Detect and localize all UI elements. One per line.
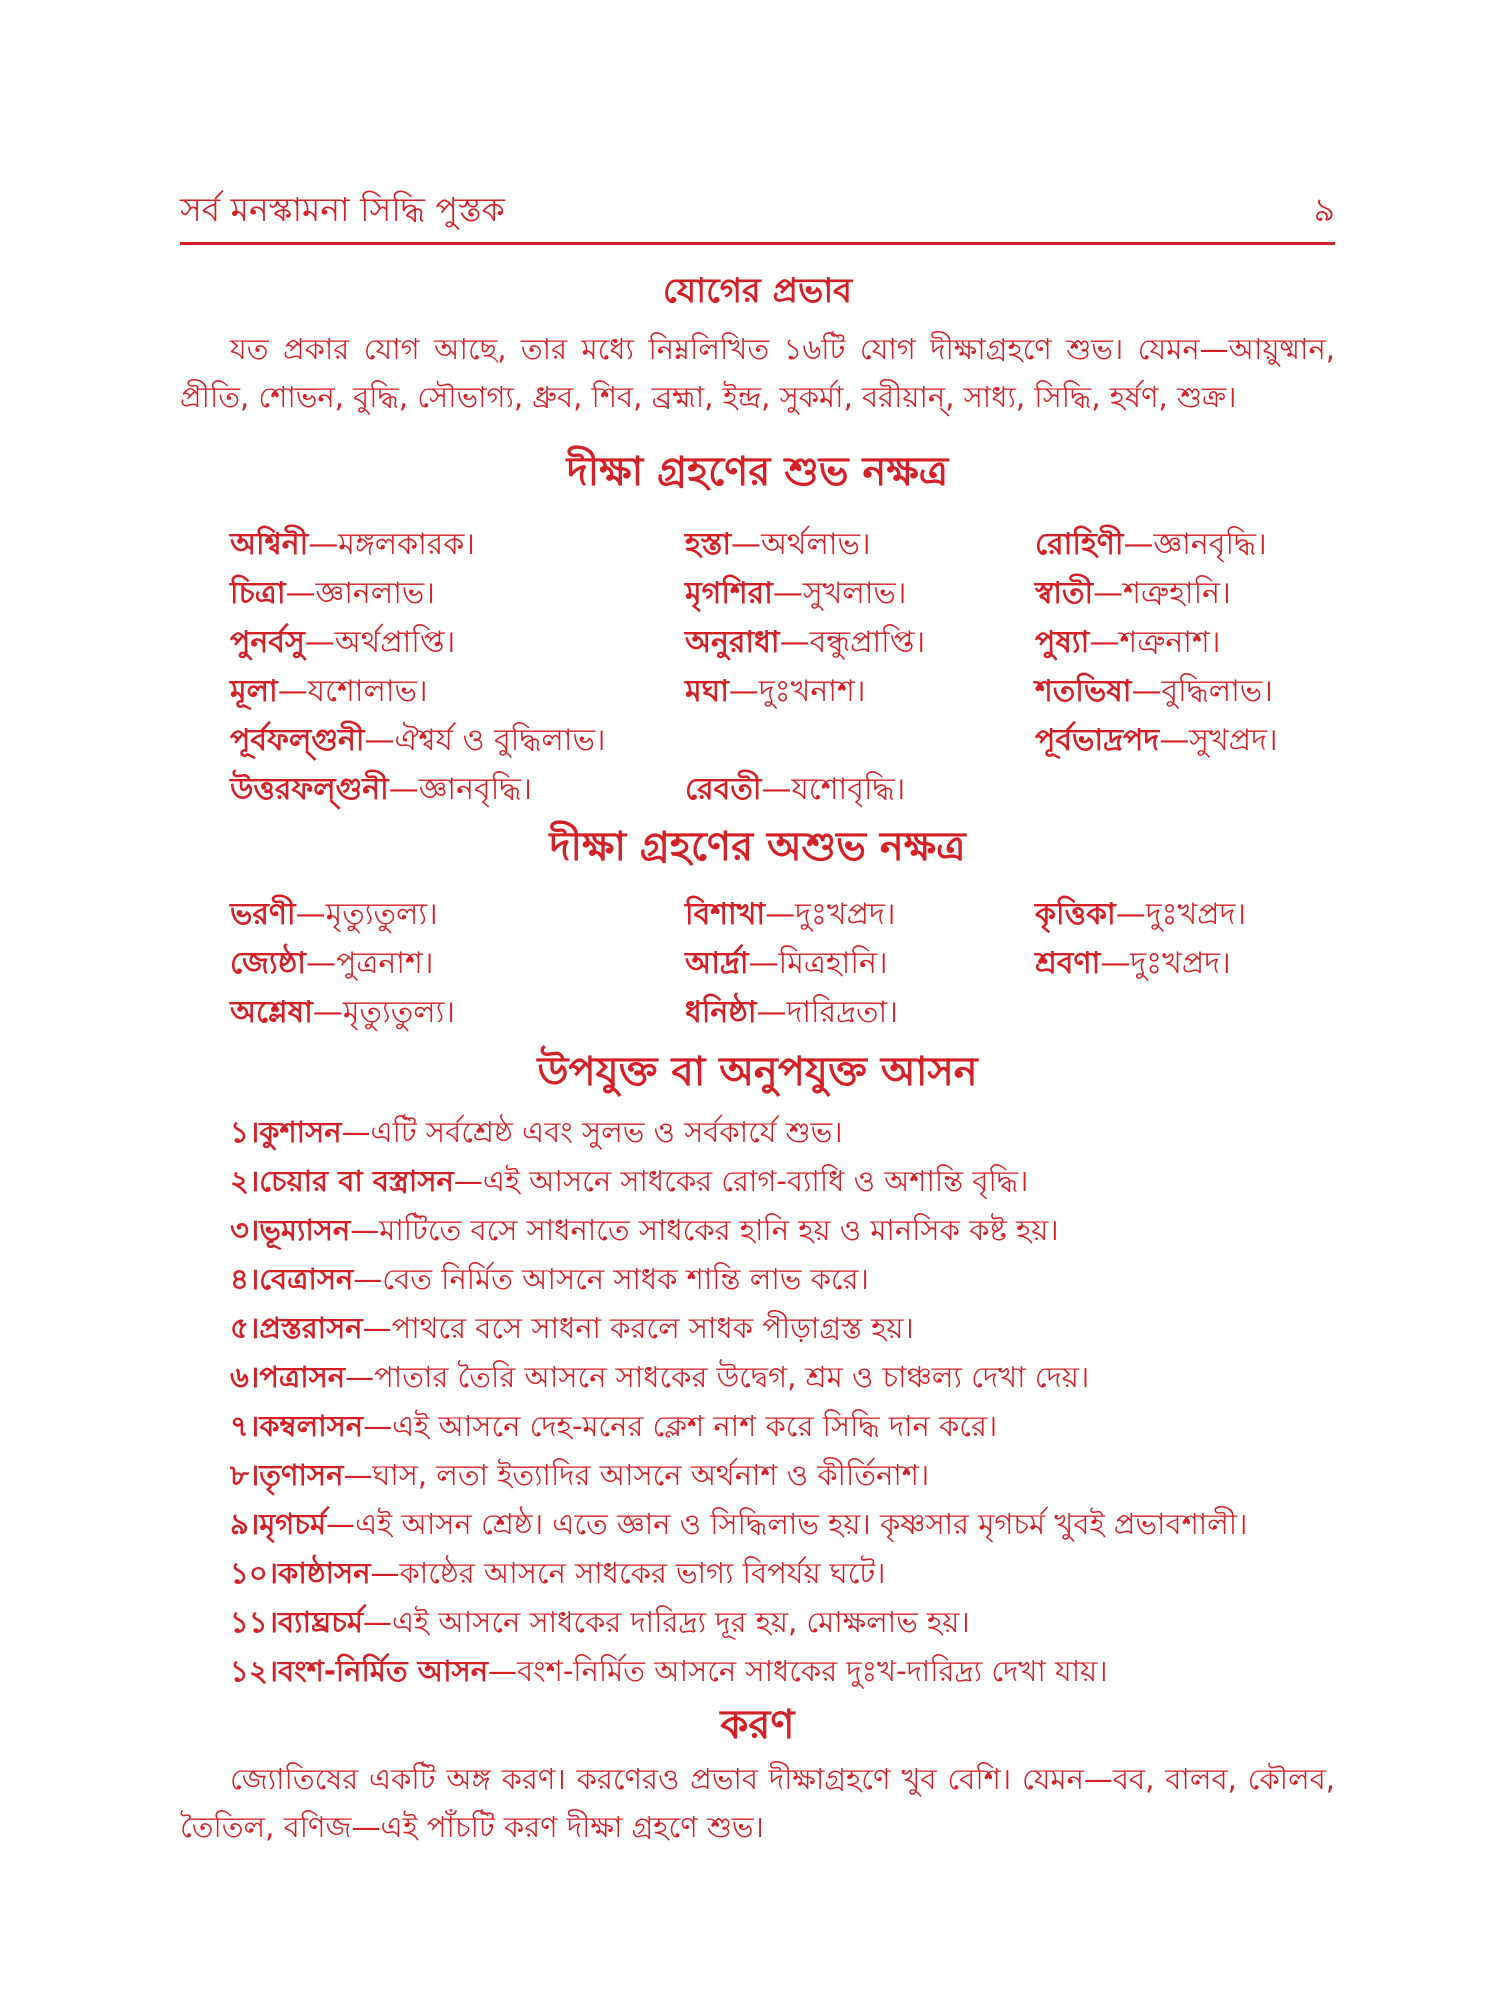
- nakshatra-entry: [685, 890, 1035, 939]
- asana-name: প্রস্তরাসন: [259, 1311, 363, 1345]
- nakshatra-name: হস্তা: [685, 527, 732, 562]
- asana-name: কুশাসন: [259, 1115, 342, 1149]
- asana-number: ৬।: [230, 1360, 260, 1394]
- nakshatra-name: মৃগশিরা: [685, 576, 773, 611]
- nakshatra-entry: [685, 988, 1035, 1037]
- asana-item: [230, 1108, 1340, 1157]
- nakshatra-name: শতভিষা: [1035, 674, 1132, 709]
- nakshatra-effect: —অর্থপ্রাপ্তি।: [304, 625, 456, 660]
- nakshatra-effect: —পুত্রনাশ।: [305, 946, 434, 981]
- nakshatra-entry: [685, 618, 1035, 667]
- nakshatra-name: মূলা: [230, 674, 278, 709]
- asana-description: —এই আসনে সাধকের দারিদ্র্য দূর হয়, মোক্ষলাভ হয়।: [362, 1605, 970, 1639]
- nakshatra-entry: [230, 890, 685, 939]
- asana-list: [230, 1108, 1340, 1696]
- asana-name: ভূম্যাসন: [259, 1213, 351, 1247]
- page-number: ৯: [1313, 190, 1335, 229]
- nakshatra-entry: [685, 569, 1035, 618]
- asana-number: ১।: [230, 1115, 260, 1149]
- nakshatra-name: অশ্বিনী: [230, 527, 309, 562]
- nakshatra-effect: —মৃত্যুতুল্য।: [295, 897, 438, 932]
- asana-number: ১২।: [230, 1654, 279, 1688]
- asana-name: পত্রাসন: [259, 1360, 346, 1394]
- good-nakshatra-grid: [230, 520, 1330, 814]
- nakshatra-name: ভরণী: [230, 897, 296, 932]
- nakshatra-name: অশ্লেষা: [230, 995, 313, 1030]
- asana-number: ৭।: [230, 1409, 260, 1443]
- nakshatra-entry: [230, 939, 685, 988]
- nakshatra-effect: —ঐশ্বর্য ও বুদ্ধিলাভ।: [364, 723, 606, 758]
- nakshatra-name: অনুরাধা: [685, 625, 780, 660]
- asana-item: [230, 1549, 1340, 1598]
- nakshatra-entry: [230, 716, 685, 765]
- nakshatra-entry: [1035, 569, 1330, 618]
- nakshatra-name: রেবতী: [685, 772, 762, 807]
- bad-nakshatra-heading: দীক্ষা গ্রহণের অশুভ নক্ষত্র: [549, 824, 966, 870]
- nakshatra-name: আর্দ্রা: [685, 946, 749, 981]
- bad-nakshatra-grid: [230, 890, 1330, 1037]
- nakshatra-name: শ্রবণা: [1035, 946, 1101, 981]
- nakshatra-name: স্বাতী: [1035, 576, 1094, 611]
- nakshatra-entry: [1035, 765, 1330, 814]
- nakshatra-entry: [1035, 667, 1330, 716]
- nakshatra-entry: [230, 618, 685, 667]
- nakshatra-effect: —যশোলাভ।: [277, 674, 428, 709]
- nakshatra-name: কৃত্তিকা: [1035, 897, 1116, 932]
- asana-description: —পাথরে বসে সাধনা করলে সাধক পীড়াগ্রস্ত হয়।: [362, 1311, 914, 1345]
- nakshatra-effect: —মৃত্যুতুল্য।: [312, 995, 456, 1030]
- asana-name: মৃগচর্ম: [259, 1507, 327, 1541]
- asana-description: —কাষ্ঠের আসনে সাধকের ভাগ্য বিপর্যয় ঘটে।: [370, 1556, 886, 1590]
- nakshatra-effect: —দুঃখপ্রদ।: [765, 897, 896, 932]
- nakshatra-name: চিত্রা: [230, 576, 286, 611]
- asana-number: ৫।: [230, 1311, 260, 1345]
- nakshatra-entry: [230, 988, 685, 1037]
- nakshatra-effect: —জ্ঞানলাভ।: [285, 576, 435, 611]
- nakshatra-effect: —মিত্রহানি।: [748, 946, 888, 981]
- nakshatra-entry: [230, 569, 685, 618]
- asana-number: ১১।: [230, 1605, 279, 1639]
- asana-description: —এই আসনে দেহ-মনের ক্লেশ নাশ করে সিদ্ধি দান করে।: [363, 1409, 998, 1443]
- asana-item: [230, 1255, 1340, 1304]
- nakshatra-entry: [230, 520, 685, 569]
- yoga-text: যত প্রকার যোগ আছে, তার মধ্যে নিম্নলিখিত ১৬টি যোগ দীক্ষাগ্রহণে শুভ। যেমন—আয়ুষ্মান, প্রীতি, শোভন, বুদ্ধি, সৌভাগ্য, ধ্রুব, শিব, ব্রহ্মা, ইন্দ্র, সুকর্মা, বরীয়ান্, সাধ্য, সিদ্ধি, হর্ষণ, শুক্র।: [180, 332, 1335, 414]
- nakshatra-effect: —যশোবৃদ্ধি।: [761, 772, 906, 807]
- nakshatra-entry: [230, 765, 685, 814]
- yoga-paragraph: [180, 325, 1335, 421]
- nakshatra-effect: —অর্থলাভ।: [731, 527, 871, 562]
- nakshatra-entry: [685, 520, 1035, 569]
- nakshatra-entry: [1035, 618, 1330, 667]
- asana-item: [230, 1402, 1340, 1451]
- nakshatra-name: জ্যেষ্ঠা: [230, 946, 306, 981]
- asana-name: কাষ্ঠাসন: [278, 1556, 371, 1590]
- good-nakshatra-heading: দীক্ষা গ্রহণের শুভ নক্ষত্র: [566, 449, 949, 495]
- asana-item: [230, 1598, 1340, 1647]
- nakshatra-entry: [685, 939, 1035, 988]
- asana-item: [230, 1647, 1340, 1696]
- nakshatra-entry: [1035, 716, 1330, 765]
- nakshatra-effect: —মঙ্গলকারক।: [308, 527, 476, 562]
- asana-description: —বেত নির্মিত আসনে সাধক শান্তি লাভ করে।: [353, 1262, 869, 1296]
- nakshatra-entry: [1035, 890, 1330, 939]
- asana-item: [230, 1451, 1340, 1500]
- nakshatra-name: পূর্বভাদ্রপদ: [1035, 723, 1160, 758]
- nakshatra-name: ধনিষ্ঠা: [685, 995, 757, 1030]
- nakshatra-entry: [685, 765, 1035, 814]
- nakshatra-effect: —বন্ধুপ্রাপ্তি।: [779, 625, 926, 660]
- nakshatra-effect: —সুখপ্রদ।: [1159, 723, 1278, 758]
- asana-description: —ঘাস, লতা ইত্যাদির আসনে অর্থনাশ ও কীর্তিনাশ।: [343, 1458, 930, 1492]
- asana-item: [230, 1157, 1340, 1206]
- karan-heading: করণ: [720, 1702, 795, 1748]
- nakshatra-effect: —সুখলাভ।: [772, 576, 907, 611]
- nakshatra-name: পুষ্যা: [1035, 625, 1090, 660]
- asana-number: ৩।: [230, 1213, 260, 1247]
- asana-name: বেত্রাসন: [259, 1262, 354, 1296]
- nakshatra-effect: —বুদ্ধিলাভ।: [1131, 674, 1273, 709]
- nakshatra-entry: [1035, 520, 1330, 569]
- yoga-heading: যোগের প্রভাব: [662, 271, 853, 311]
- nakshatra-effect: —দুঃখপ্রদ।: [1100, 946, 1231, 981]
- asana-number: ৪।: [230, 1262, 260, 1296]
- nakshatra-entry: [685, 716, 1035, 765]
- asana-name: চেয়ার বা বস্ত্রাসন: [259, 1164, 454, 1198]
- nakshatra-effect: —শত্রুনাশ।: [1089, 625, 1221, 660]
- book-title: সর্ব মনস্কামনা সিদ্ধি পুস্তক: [180, 190, 505, 229]
- asana-name: তৃণাসন: [259, 1458, 344, 1492]
- nakshatra-name: পুনর্বসু: [230, 625, 305, 660]
- nakshatra-effect: —দারিদ্রতা।: [756, 995, 898, 1030]
- page-header: [180, 180, 1335, 245]
- nakshatra-name: পূর্বফল্গুনী: [230, 723, 365, 758]
- nakshatra-effect: —শত্রুহানি।: [1093, 576, 1231, 611]
- asana-heading: উপযুক্ত বা অনুপযুক্ত আসন: [537, 1049, 978, 1095]
- nakshatra-effect: —দুঃখনাশ।: [728, 674, 866, 709]
- nakshatra-entry: [685, 667, 1035, 716]
- asana-description: —মাটিতে বসে সাধনাতে সাধকের হানি হয় ও মানসিক কষ্ট হয়।: [350, 1213, 1059, 1247]
- nakshatra-entry: [230, 667, 685, 716]
- asana-item: [230, 1304, 1340, 1353]
- asana-description: —এই আসন শ্রেষ্ঠ। এতে জ্ঞান ও সিদ্ধিলাভ হয়। কৃষ্ণসার মৃগচর্ম খুবই প্রভাবশালী।: [326, 1507, 1248, 1541]
- nakshatra-effect: —দুঃখপ্রদ।: [1115, 897, 1247, 932]
- asana-description: —বংশ-নির্মিত আসনে সাধকের দুঃখ-দারিদ্র্য দেখা যায়।: [488, 1654, 1108, 1688]
- asana-description: —এই আসনে সাধকের রোগ-ব্যাধি ও অশান্তি বৃদ্ধি।: [453, 1164, 1029, 1198]
- asana-item: [230, 1206, 1340, 1255]
- nakshatra-name: উত্তরফল্গুনী: [230, 772, 389, 807]
- asana-name: বংশ-নির্মিত আসন: [278, 1654, 489, 1688]
- asana-number: ১০।: [230, 1556, 279, 1590]
- asana-description: —এটি সর্বশ্রেষ্ঠ এবং সুলভ ও সর্বকার্যে শুভ।: [341, 1115, 843, 1149]
- asana-number: ২।: [230, 1164, 260, 1198]
- nakshatra-entry: [1035, 939, 1330, 988]
- nakshatra-name: রোহিণী: [1035, 527, 1124, 562]
- nakshatra-name: মঘা: [685, 674, 729, 709]
- asana-description: —পাতার তৈরি আসনে সাধকের উদ্বেগ, শ্রম ও চাঞ্চল্য দেখা দেয়।: [345, 1360, 1090, 1394]
- karan-text: জ্যোতিষের একটি অঙ্গ করণ। করণেরও প্রভাব দীক্ষাগ্রহণে খুব বেশি। যেমন—বব, বালব, কৌলব, তৈতিল, বণিজ—এই পাঁচটি করণ দীক্ষা গ্রহণে শুভ।: [180, 1762, 1335, 1844]
- nakshatra-effect: —জ্ঞানবৃদ্ধি।: [1123, 527, 1267, 562]
- asana-name: ব্যাঘ্রচর্ম: [278, 1605, 363, 1639]
- nakshatra-effect: —জ্ঞানবৃদ্ধি।: [388, 772, 533, 807]
- karan-paragraph: [180, 1755, 1335, 1851]
- nakshatra-entry: [1035, 988, 1330, 1037]
- asana-item: [230, 1500, 1340, 1549]
- asana-item: [230, 1353, 1340, 1402]
- asana-number: ৮।: [230, 1458, 260, 1492]
- nakshatra-name: বিশাখা: [685, 897, 766, 932]
- asana-number: ৯।: [230, 1507, 260, 1541]
- asana-name: কম্বলাসন: [259, 1409, 364, 1443]
